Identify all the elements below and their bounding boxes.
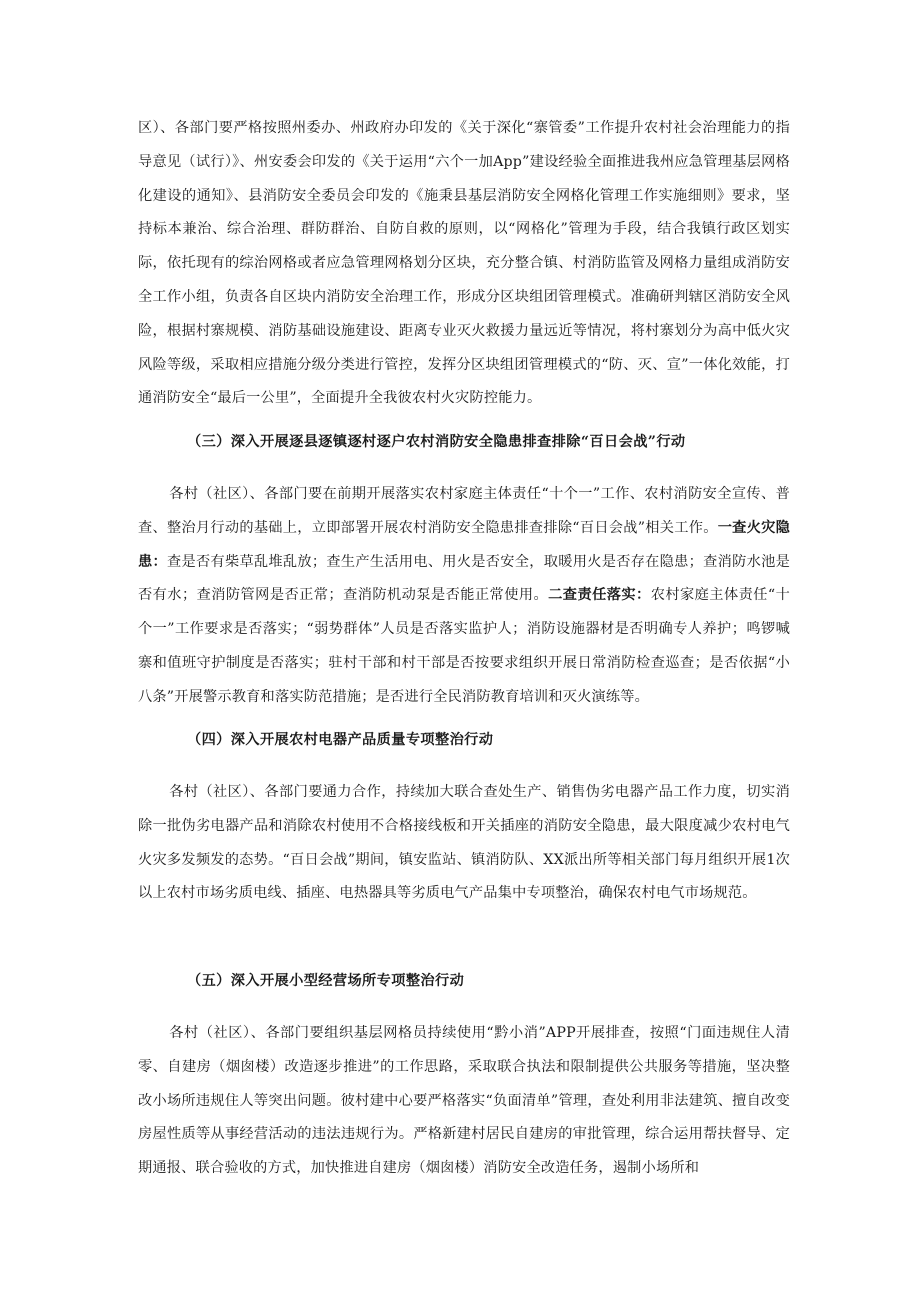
paragraph-inspection-hazards: 查是否有柴草乱堆乱放；查生产生活用电、用火是否安全，取暖用火是否存在隐患；查消防水池是否有水；查消防管网是否正常；查消防机动泵是否能正常使用。 [138, 553, 790, 604]
paragraph-inspection-intro: 各村（社区）、各部门要在前期开展落实农村家庭主体责任“十个一”工作、农村消防安全宣传、普查、整治月行动的基础上，立即部署开展农村消防安全隐患排查排除“百日会战”相关工作。 [138, 486, 790, 536]
section-heading-5: （五）深入开展小型经营场所专项整治行动 [187, 973, 465, 989]
paragraph-small-venues: 各村（社区）、各部门要组织基层网格员持续使用“黔小消”APP开展排查，按照“门面违规住人清零、自建房（烟囱楼）改造逐步推进”的工作思路，采取联合执法和限制提供公共服务等措施，坚决整改小场所违规住人等突出问题。彼村建中心要严格落实“负面清单”管理，查处利用非法建筑、擅自改变房屋性质等从事经营活动的违法违规行为。严格新建村居民自建房的审批管理，综合运用帮扶督导、定期通报、联合验收的方式，加快推进自建房（烟囱楼）消防安全改造任务，遏制小场所和 [138, 1025, 790, 1177]
section-heading-4: （四）深入开展农村电器产品质量专项整治行动 [187, 732, 494, 748]
paragraph-inspection [138, 478, 790, 715]
paragraph-electrical: 各村（社区）、各部门要通力合作，持续加大联合查处生产、销售伪劣电器产品工作力度，切实消除一批伪劣电器产品和消除农村使用不合格接线板和开关插座的消防安全隐患，最大限度减少农村电气火灾多发频发的态势。“百日会战”期间，镇安监站、镇消防队、XX派出所等相关部门每月组织开展1次以上农村市场劣质电线、插座、电热器具等劣质电气产品集中专项整治，确保农村电气市场规范。 [138, 784, 790, 902]
section-heading-3: （三）深入开展逐县逐镇逐村逐户农村消防安全隐患排查排除“百日会战”行动 [187, 434, 686, 450]
bold-label-fire-hazards: 一查火灾隐患： [138, 519, 790, 570]
paragraph-continued: 区）、各部门要严格按照州委办、州政府办印发的《关于深化“寨管委”工作提升农村社会治理能力的指导意见（试行）》、州安委会印发的《关于运用“六个一加App”建设经验全面推进我州应急管理基层网格化建设的通知》、县消防安全委员会印发的《施秉县基层消防安全网格化管理工作实施细则》要求，坚持标本兼治、综合治理、群防群治、自防自救的原则，以“网格化”管理为手段，结合我镇行政区划实际，依托现有的综治网格或者应急管理网格划分区块，充分整合镇、村消防监管及网格力量组成消防安全工作小组，负责各自区块内消防安全治理工作，形成分区块组团管理模式。准确研判辖区消防安全风险，根据村寨规模、消防基础设施建设、距离专业灭火救援力量远近等情况，将村寨划分为高中低火灾风险等级，采取相应措施分级分类进行管控，发挥分区块组团管理模式的“防、灭、宣”一体化效能，打通消防安全“最后一公里”，全面提升全我彼农村火灾防控能力。 [138, 120, 790, 407]
bold-label-responsibility: 二查责任落实： [548, 587, 651, 604]
paragraph-inspection-responsibility: 农村家庭主体责任“十个一”工作要求是否落实；“弱势群体”人员是否落实监护人；消防设施器材是否明确专人养护；鸣锣喊寨和值班守护制度是否落实；驻村干部和村干部是否按要求组织开展日常消防检查巡查；是否依据“小八条”开展警示教育和落实防范措施；是否进行全民消防教育培训和灭火演练等。 [138, 587, 790, 705]
